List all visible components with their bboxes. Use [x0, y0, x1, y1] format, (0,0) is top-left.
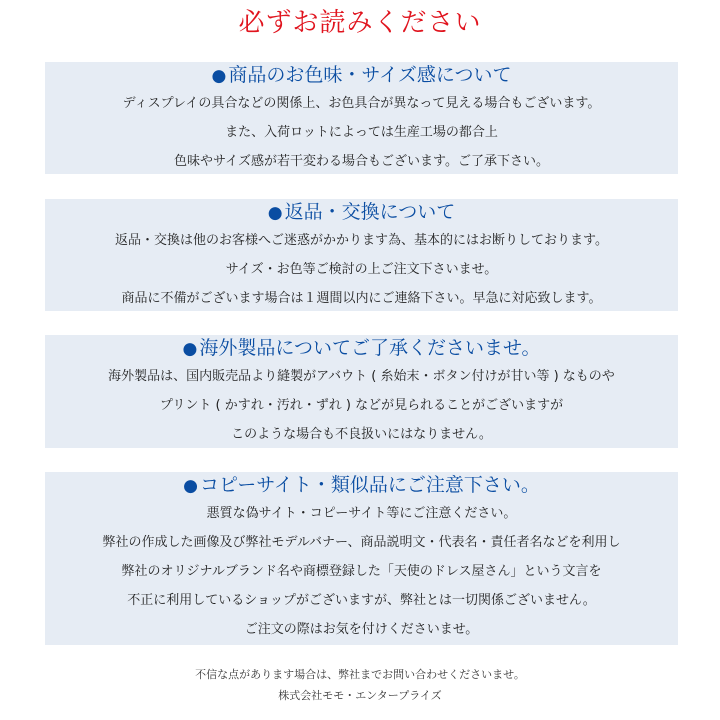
- section-heading: [45, 199, 678, 226]
- section-text-line: 弊社の作成した画像及び弊社モデルバナー、商品説明文・代表名・責任者名などを利用し: [102, 535, 621, 550]
- notice-section-returns: [45, 199, 678, 311]
- bullet-icon: ●: [183, 476, 198, 496]
- section-text-line: このような場合も不良扱いにはなりません。: [231, 427, 492, 442]
- section-heading-text: 商品のお色味・サイズ感について: [228, 64, 512, 86]
- section-text-line: また、入荷ロットによっては生産工場の都合上: [225, 125, 498, 140]
- section-text-line: 悪質な偽サイト・コピーサイト等にご注意ください。: [206, 506, 517, 521]
- notice-section-color-size: [45, 62, 678, 174]
- bullet-icon: ●: [267, 203, 283, 223]
- section-text-line: プリント ( かすれ・汚れ・ずれ ) などが見られることがございますが: [159, 398, 564, 413]
- section-text-line: 不正に利用しているショップがございますが、弊社とは一切関係ございません。: [127, 593, 596, 608]
- section-text-line: ご注文の際はお気を付けくださいませ。: [244, 622, 479, 637]
- page-title: 必ずお読みください: [238, 8, 482, 38]
- section-heading: [45, 335, 678, 362]
- footer: [0, 664, 720, 706]
- company-name: 株式会社モモ・エンタープライズ: [278, 689, 442, 702]
- section-text-line: サイズ・お色等ご検討の上ご注文下さいませ。: [225, 262, 498, 277]
- notice-section-overseas-products: [45, 335, 678, 448]
- section-text-line: 弊社のオリジナルブランド名や商標登録した「天使のドレス屋さん」という文言を: [121, 564, 602, 579]
- section-heading: [45, 62, 678, 89]
- section-text-line: 商品に不備がございます場合は１週間以内にご連絡下さい。早急に対応致します。: [121, 291, 602, 306]
- section-text-line: ディスプレイの具合などの関係上、お色具合が異なって見える場合もございます。: [122, 96, 601, 111]
- section-heading-text: 海外製品についてご了承くださいませ。: [199, 337, 541, 359]
- section-text-line: 海外製品は、国内販売品より縫製がアバウト ( 糸始末・ボタン付けが甘い等 ) なものや: [108, 369, 615, 384]
- footer-note: 不信な点があります場合は、弊社までお問い合わせくださいませ。: [195, 668, 525, 681]
- section-text-line: 返品・交換は他のお客様へご迷惑がかかります為、基本的にはお断りしております。: [115, 233, 608, 248]
- section-heading-text: コピーサイト・類似品にご注意下さい。: [199, 474, 540, 496]
- bullet-icon: ●: [211, 66, 227, 86]
- section-heading: [45, 472, 678, 499]
- notice-section-copy-sites: [45, 472, 678, 645]
- section-heading-text: 返品・交換について: [284, 201, 456, 223]
- section-text-line: 色味やサイズ感が若干変わる場合もございます。ご了承下さい。: [174, 154, 549, 169]
- bullet-icon: ●: [182, 339, 198, 359]
